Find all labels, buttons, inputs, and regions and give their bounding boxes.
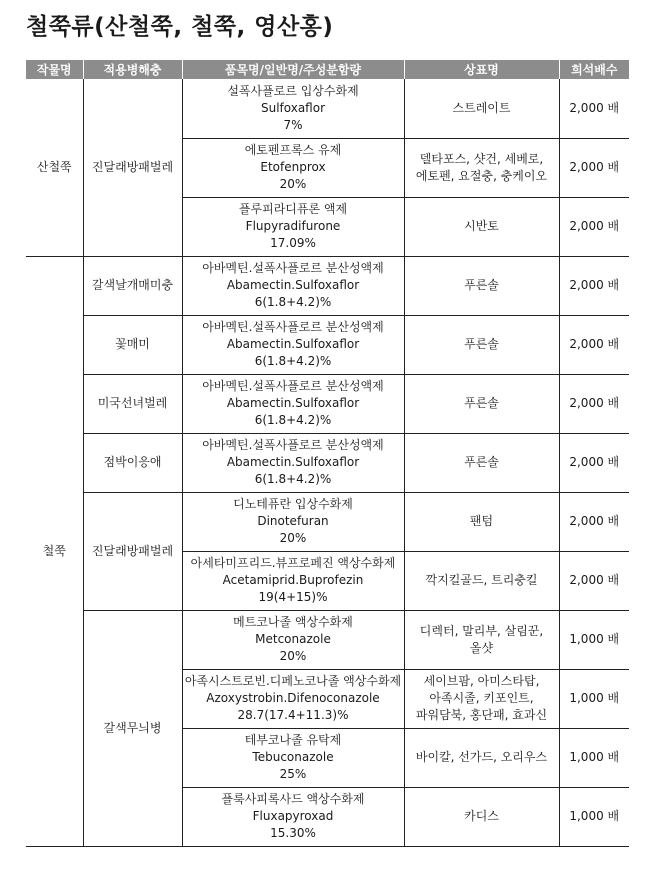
product-line: Abamectin.Sulfoxaflor <box>226 337 360 351</box>
product-line: Tebuconazole <box>252 750 334 764</box>
product-line: 아바멕틴.설폭사플로르 분산성액제 <box>202 379 384 393</box>
product-line: 19(4+15)% <box>258 590 328 604</box>
product-line: 17.09% <box>270 236 316 250</box>
brand-line: 팬텀 <box>469 514 494 528</box>
product-line: Acetamiprid.Buprofezin <box>222 573 364 587</box>
product-line: Flupyradifurone <box>245 219 341 233</box>
product-line: Fluxapyroxad <box>252 809 334 823</box>
pest-name: 갈색날개매미충 <box>83 256 182 315</box>
brand-line: 세이브팜, 아미스타탑, <box>423 674 540 688</box>
product-line: 20% <box>279 177 307 191</box>
brand-cell <box>404 197 559 256</box>
product-line: 플루피라디퓨론 액제 <box>238 202 348 216</box>
product-cell <box>182 551 404 610</box>
table-row <box>26 79 629 138</box>
product-cell <box>182 315 404 374</box>
dilution-cell: 1,000 배 <box>559 728 629 787</box>
product-cell <box>182 433 404 492</box>
product-line: 아바멕틴.설폭사플로르 분산성액제 <box>202 261 384 275</box>
crop-name: 산철쭉 <box>26 79 83 256</box>
brand-cell <box>404 551 559 610</box>
product-line: 7% <box>283 117 303 132</box>
product-line: 아바멕틴.설폭사플로르 분산성액제 <box>202 438 384 452</box>
table-header-row <box>26 60 629 79</box>
product-line: Metconazole <box>255 632 331 646</box>
product-cell <box>182 787 404 846</box>
product-line: 6(1.8+4.2)% <box>254 354 332 368</box>
pest-name: 갈색무늬병 <box>83 610 182 846</box>
dilution-cell: 1,000 배 <box>559 669 629 728</box>
product-line: 에토펜프록스 유제 <box>244 143 342 157</box>
header-crop: 작물명 <box>26 60 83 79</box>
dilution-cell: 2,000 배 <box>559 79 629 138</box>
header-pest: 적용병해충 <box>83 60 182 79</box>
product-cell <box>182 79 404 138</box>
product-line: 플룩사피록사드 액상수화제 <box>221 792 365 806</box>
product-line: 20% <box>279 531 307 545</box>
brand-line: 깍지킬골드, 트리충킬 <box>425 573 538 587</box>
product-cell <box>182 610 404 669</box>
dilution-cell: 1,000 배 <box>559 610 629 669</box>
product-line: Abamectin.Sulfoxaflor <box>226 455 360 469</box>
brand-line: 파워담북, 홍단패, 효과신 <box>415 708 548 722</box>
dilution-cell: 2,000 배 <box>559 197 629 256</box>
product-line: Etofenprox <box>260 160 326 174</box>
product-line: 6(1.8+4.2)% <box>254 295 332 309</box>
brand-cell <box>404 138 559 197</box>
brand-cell <box>404 728 559 787</box>
table-row <box>26 492 629 551</box>
header-product: 품목명/일반명/주성분함량 <box>182 60 404 79</box>
product-cell <box>182 728 404 787</box>
brand-cell <box>404 492 559 551</box>
brand-cell <box>404 256 559 315</box>
pest-name: 미국선녀벌레 <box>83 374 182 433</box>
pest-name: 진달래방패벌레 <box>83 492 182 610</box>
pesticide-table <box>26 60 629 847</box>
product-line: 디노테퓨란 입상수화제 <box>233 497 353 511</box>
product-line: Abamectin.Sulfoxaflor <box>226 278 360 292</box>
brand-cell <box>404 374 559 433</box>
brand-line: 에토펜, 요절충, 충케이오 <box>415 168 548 183</box>
table-row <box>26 433 629 492</box>
dilution-cell: 2,000 배 <box>559 138 629 197</box>
brand-line: 올샷 <box>469 640 494 655</box>
product-line: 아바멕틴.설폭사플로르 분산성액제 <box>202 320 384 334</box>
product-cell <box>182 374 404 433</box>
brand-line: 바이칼, 선가드, 오리우스 <box>415 750 548 764</box>
brand-line: 카디스 <box>464 809 499 823</box>
product-line: 아족시스트로빈.디페노코나졸 액상수화제 <box>184 674 402 688</box>
brand-cell <box>404 787 559 846</box>
dilution-cell: 2,000 배 <box>559 492 629 551</box>
dilution-cell: 2,000 배 <box>559 433 629 492</box>
page-title: 철쭉류(산철쭉, 철쭉, 영산홍) <box>26 14 334 40</box>
product-cell <box>182 492 404 551</box>
brand-cell <box>404 433 559 492</box>
header-dilution: 희석배수 <box>559 60 629 79</box>
brand-line: 델타포스, 샷건, 세베로, <box>419 151 544 166</box>
product-line: 25% <box>279 767 307 781</box>
brand-line: 스트레이트 <box>452 100 511 115</box>
brand-cell <box>404 669 559 728</box>
product-line: Sulfoxaflor <box>260 100 326 115</box>
product-line: Abamectin.Sulfoxaflor <box>226 396 360 410</box>
header-brand: 상표명 <box>404 60 559 79</box>
brand-line: 시반토 <box>464 219 499 233</box>
product-line: 6(1.8+4.2)% <box>254 413 332 427</box>
product-cell <box>182 138 404 197</box>
dilution-cell: 2,000 배 <box>559 256 629 315</box>
product-cell <box>182 197 404 256</box>
table-row <box>26 315 629 374</box>
brand-cell <box>404 79 559 138</box>
pest-name: 꽃매미 <box>83 315 182 374</box>
dilution-cell: 1,000 배 <box>559 787 629 846</box>
pest-name: 점박이응애 <box>83 433 182 492</box>
pest-name: 진달래방패벌레 <box>83 79 182 256</box>
brand-cell <box>404 315 559 374</box>
product-line: 설폭사플로르 입상수화제 <box>227 83 359 98</box>
table-row <box>26 256 629 315</box>
brand-line: 푸른솔 <box>464 455 499 469</box>
brand-line: 푸른솔 <box>464 337 499 351</box>
dilution-cell: 2,000 배 <box>559 551 629 610</box>
product-line: Azoxystrobin.Difenoconazole <box>206 691 380 705</box>
product-cell <box>182 256 404 315</box>
table-row <box>26 610 629 669</box>
product-line: 메트코나졸 액상수화제 <box>233 615 353 629</box>
brand-line: 푸른솔 <box>464 278 499 292</box>
product-line: 테부코나졸 유탁제 <box>244 733 342 747</box>
product-line: 28.7(17.4+11.3)% <box>237 708 349 722</box>
brand-line: 아족시졸, 키포인트, <box>429 691 534 705</box>
brand-line: 디렉터, 말리부, 살림꾼, <box>419 623 544 638</box>
brand-line: 푸른솔 <box>464 396 499 410</box>
brand-cell <box>404 610 559 669</box>
product-line: Dinotefuran <box>257 514 329 528</box>
product-line: 아세타미프리드.뷰프로페진 액상수화제 <box>190 556 396 570</box>
dilution-cell: 2,000 배 <box>559 374 629 433</box>
product-cell <box>182 669 404 728</box>
product-line: 6(1.8+4.2)% <box>254 472 332 486</box>
crop-name: 철쭉 <box>26 256 83 846</box>
dilution-cell: 2,000 배 <box>559 315 629 374</box>
product-line: 15.30% <box>270 826 316 840</box>
table-row <box>26 374 629 433</box>
product-line: 20% <box>279 649 307 663</box>
